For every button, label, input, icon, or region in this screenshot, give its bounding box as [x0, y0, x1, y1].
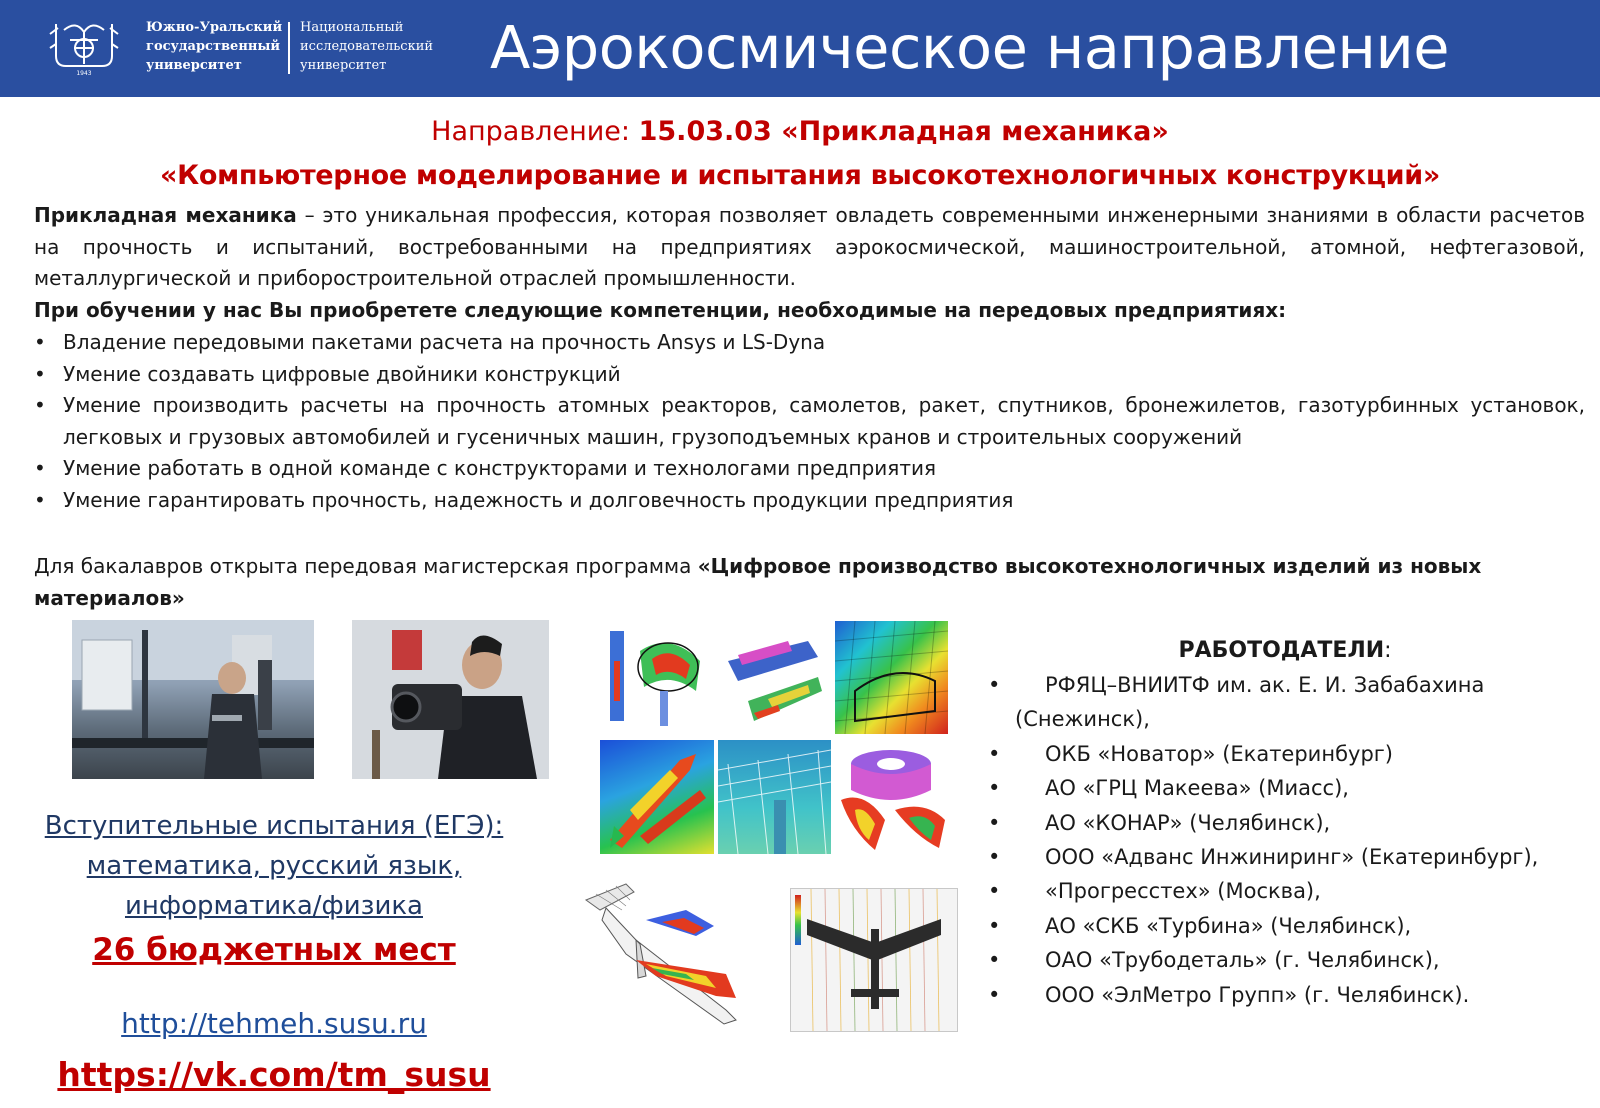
list-item: • ОКБ «Новатор» (Екатеринбург)	[1015, 737, 1575, 771]
list-item: • Умение создавать цифровые двойники конструкций	[34, 359, 1585, 391]
logo-year: 1943	[76, 70, 92, 76]
list-item: • «Прогресстех» (Москва),	[1015, 874, 1575, 908]
master-program-paragraph	[34, 550, 1534, 614]
direction-code-name: 15.03.03 «Прикладная механика»	[638, 116, 1169, 147]
vk-link[interactable]: https://vk.com/tm_susu	[57, 1055, 491, 1094]
intro-text: – это уникальная профессия, которая позволяет овладеть современными инженерными знаниями в области расчетов на прочность и испытаний, востребованными на предприятиях аэрокосмической, машиностроительной, атомной, нефтегазовой, металлургической и приборостроительной отраслей промышленности.	[34, 203, 1585, 290]
bridge-fea-image	[718, 740, 831, 854]
university-status-line: Национальный	[300, 20, 404, 35]
employers-title-suffix: :	[1384, 638, 1392, 663]
aircraft-fea-image	[576, 880, 748, 1034]
lab-photo-student-with-instrument	[72, 620, 314, 779]
university-name-line: Южно-Уральский	[146, 20, 283, 35]
car-body-fea-image	[835, 621, 948, 734]
list-item: • Умение гарантировать прочность, надежность и долговечность продукции предприятия	[34, 485, 1585, 517]
header-bar	[0, 0, 1600, 97]
rocket-fea-image	[600, 740, 714, 854]
profile-heading: «Компьютерное моделирование и испытания высокотехнологичных конструкций»	[159, 160, 1441, 191]
university-name-line: государственный	[146, 39, 281, 54]
entrance-exams	[34, 806, 514, 926]
university-name-line: университет	[146, 58, 242, 73]
list-item: • ООО «Адванс Инжиниринг» (Екатеринбург),	[1015, 840, 1575, 874]
entrance-exams-line: информатика/физика	[124, 891, 423, 921]
website-link[interactable]: http://tehmeh.susu.ru	[121, 1007, 427, 1040]
ship-fea-image	[718, 621, 831, 734]
list-item: • Умение работать в одной команде с конструкторами и технологами предприятия	[34, 453, 1585, 485]
reactor-fea-image	[600, 621, 714, 734]
list-item: • АО «ГРЦ Макеева» (Миасс),	[1015, 771, 1575, 805]
list-item: • АО «СКБ «Турбина» (Челябинск),	[1015, 909, 1575, 943]
employers-title	[1015, 634, 1555, 668]
lab-photo-student-with-camera	[352, 620, 549, 779]
turbine-fea-image	[835, 740, 948, 854]
list-item: • АО «КОНАР» (Челябинск),	[1015, 806, 1575, 840]
list-item: • ОАО «Трубодеталь» (г. Челябинск),	[1015, 943, 1575, 977]
university-status-line: исследовательский	[300, 39, 434, 54]
budget-places: 26 бюджетных мест	[92, 932, 456, 968]
page-title: Аэрокосмическое направление	[490, 13, 1450, 82]
wing-flow-simulation-image	[790, 888, 958, 1032]
master-program-text: Для бакалавров открыта передовая магистерская программа	[34, 554, 698, 578]
university-crest-icon	[46, 14, 122, 76]
direction-prefix: Направление:	[431, 116, 639, 147]
list-item: • ООО «ЭлМетро Групп» (г. Челябинск).	[1015, 978, 1575, 1012]
master-program-name: «Цифровое производство высокотехнологичных изделий из новых материалов»	[34, 554, 1482, 610]
competencies-title: При обучении у нас Вы приобретете следующие компетенции, необходимые на передовых предприятиях:	[34, 298, 1287, 322]
list-item: • РФЯЦ–ВНИИТФ им. ак. Е. И. Забабахина (Снежинск),	[1015, 668, 1575, 737]
university-status	[300, 18, 450, 75]
header-divider	[288, 22, 290, 74]
intro-paragraph	[34, 200, 1585, 295]
employers-title-text: РАБОТОДАТЕЛИ	[1178, 638, 1385, 663]
employers-list	[1015, 668, 1575, 1012]
list-item: • Владение передовыми пакетами расчета на прочность Ansys и LS-Dyna	[34, 327, 1585, 359]
list-item: • Умение производить расчеты на прочность атомных реакторов, самолетов, ракет, спутников, бронежилетов, газотурбинных установок, легковых и грузовых автомобилей и гусеничных машин, грузоподъемных кранов и строительных сооружений	[34, 390, 1585, 453]
university-name	[146, 18, 286, 75]
entrance-exams-line: Вступительные испытания (ЕГЭ):	[44, 811, 504, 841]
competencies-list	[34, 327, 1585, 516]
university-status-line: университет	[300, 58, 387, 73]
entrance-exams-line: математика, русский язык,	[86, 851, 462, 881]
intro-term: Прикладная механика	[34, 203, 297, 227]
direction-heading	[0, 112, 1600, 152]
